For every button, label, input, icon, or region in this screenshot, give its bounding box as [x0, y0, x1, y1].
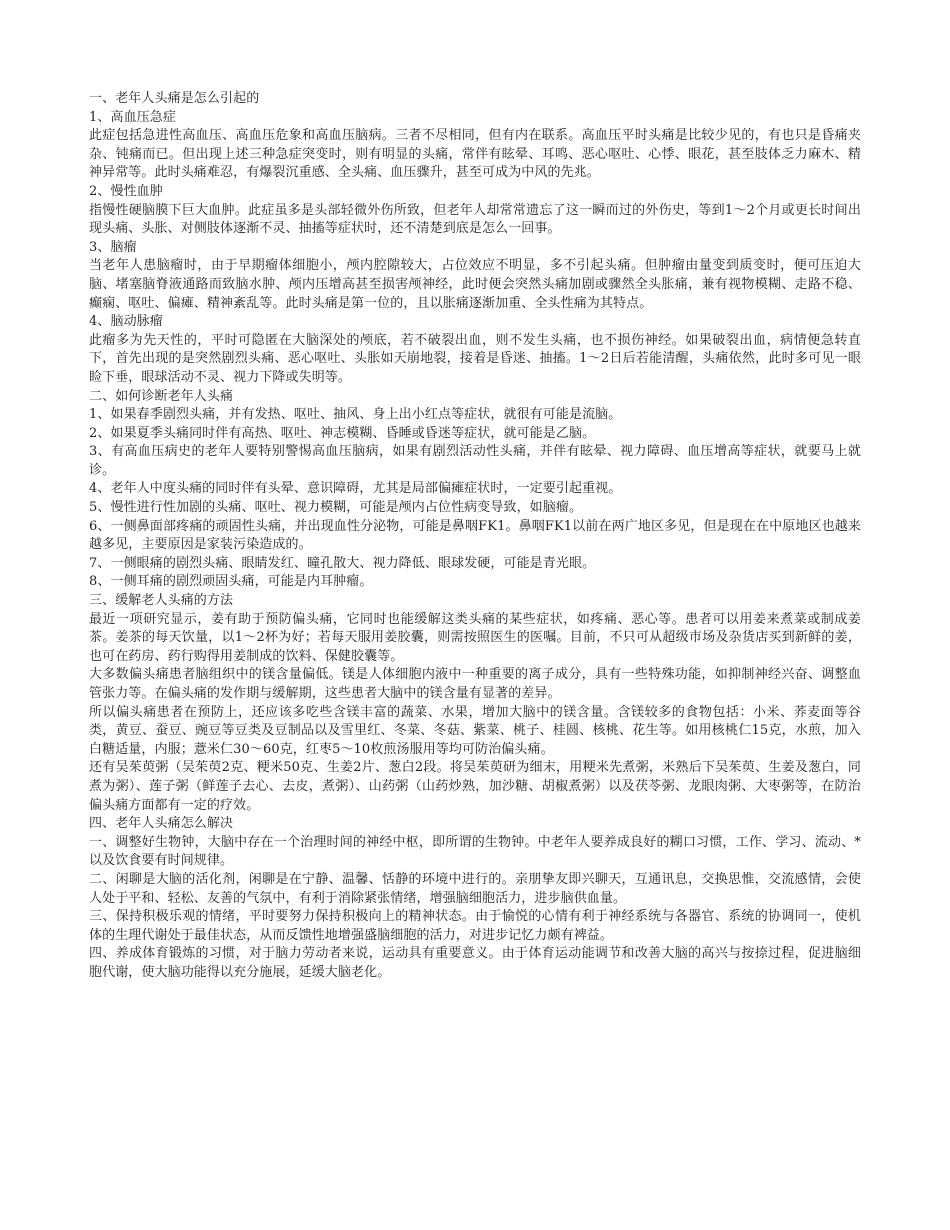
list-item: 2、如果夏季头痛同时伴有高热、呕吐、神志模糊、昏睡或昏迷等症状，就可能是乙脑。 — [89, 425, 596, 441]
paragraph: 最近一项研究显示，姜有助于预防偏头痛，它同时也能缓解这类头痛的某些症状，如疼痛、恶心等。患者可以用姜来煮菜或制成姜茶。姜茶的每天饮量，以1～2杯为好；若每天服用姜胶囊，则需按照医生的医嘱。目前，不只可从超级市场及杂货店买到新鲜的姜，也可在药房、药行购得用姜制成的饮料、保健胶囊等。 — [89, 611, 861, 664]
section-heading: 三、缓解老人头痛的方法 — [89, 593, 234, 609]
paragraph: 当老年人患脑瘤时，由于早期瘤体细胞小，颅内腔隙较大，占位效应不明显，多不引起头痛。但肿瘤由量变到质变时，便可压迫大脑、堵塞脑脊液通路而致脑水肿、颅内压增高甚至损害颅神经，此时便会突然头痛加剧或骤然全头胀痛，兼有视物模糊、走路不稳、癫痫、呕吐、偏瘫、精神紊乱等。此时头痛是第一位的，且以胀痛逐渐加重、全头性痛为其特点。 — [89, 258, 861, 311]
list-item: 7、一侧眼痛的剧烈头痛、眼睛发红、瞳孔散大、视力降低、眼球发硬，可能是青光眼。 — [89, 555, 596, 571]
paragraph: 二、闲聊是大脑的活化剂，闲聊是在宁静、温馨、恬静的环境中进行的。亲朋挚友即兴聊天，互通讯息，交换思惟，交流感情，会使人处于平和、轻松、友善的气氛中，有利于消除紧张情绪，增强脑细胞活力，进步脑供血量。 — [89, 871, 861, 906]
paragraph: 指慢性硬脑膜下巨大血肿。此症虽多是头部轻微外伤所致，但老年人却常常遗忘了这一瞬而过的外伤史，等到1～2个月或更长时间出现头痛、头胀、对侧肢体逐渐不灵、抽搐等症状时，还不清楚到底是怎么一回事。 — [89, 202, 861, 237]
paragraph: 四、养成体育锻炼的习惯，对于脑力劳动者来说，运动具有重要意义。由于体育运动能调节和改善大脑的高兴与按捺过程，促进脑细胞代谢，使大脑功能得以充分施展，延缓大脑老化。 — [89, 946, 861, 980]
list-item: 6、一侧鼻面部疼痛的顽固性头痛，并出现血性分泌物，可能是鼻咽FK1。鼻咽FK1以前在两广地区多见，但是现在在中原地区也越来越多见，主要原因是家装污染造成的。 — [89, 518, 861, 553]
subsection-heading: 2、慢性血肿 — [89, 183, 163, 199]
paragraph: 此瘤多为先天性的，平时可隐匿在大脑深处的颅底，若不破裂出血，则不发生头痛，也不损伤神经。如果破裂出血，病情便急转直下，首先出现的是突然剧烈头痛、恶心呕吐、头胀如天崩地裂，接着是昏迷、抽搐。1～2日后若能清醒，头痛依然，此时多可见一眼睑下垂，眼球活动不灵、视力下降或失明等。 — [89, 332, 861, 385]
subsection-heading: 3、脑瘤 — [89, 239, 137, 255]
paragraph: 一、调整好生物钟，大脑中存在一个治理时间的神经中枢，即所谓的生物钟。中老年人要养成良好的糊口习惯，工作、学习、流动、*以及饮食要有时间规律。 — [89, 834, 861, 869]
subsection-heading: 1、高血压急症 — [89, 109, 176, 125]
document-page — [89, 90, 861, 983]
section-heading: 二、如何诊断老年人头痛 — [89, 388, 234, 404]
paragraph: 大多数偏头痛患者脑组织中的镁含量偏低。镁是人体细胞内液中一种重要的离子成分，具有一些特殊功能，如抑制神经兴奋、调整血管张力等。在偏头痛的发作期与缓解期，这些患者大脑中的镁含量有显著的差异。 — [89, 667, 861, 701]
paragraph: 还有吴茱萸粥（吴茱萸2克、粳米50克、生姜2片、葱白2段。将吴茱萸研为细末，用粳米先煮粥，米熟后下吴茱萸、生姜及葱白，同煮为粥）、莲子粥（鲜莲子去心、去皮，煮粥）、山药粥（山药炒熟，加沙糖、胡椒煮粥）以及茯苓粥、龙眼肉粥、大枣粥等，在防治偏头痛方面都有一定的疗效。 — [89, 760, 861, 813]
list-item: 5、慢性进行性加剧的头痛、呕吐、视力模糊，可能是颅内占位性病变导致，如脑瘤。 — [89, 500, 583, 516]
section-heading: 四、老年人头痛怎么解决 — [89, 816, 234, 832]
paragraph: 此症包括急进性高血压、高血压危象和高血压脑病。三者不尽相同，但有内在联系。高血压平时头痛是比较少见的，有也只是昏痛夹杂、钝痛而已。但出现上述三种急症突变时，则有明显的头痛，常伴有眩晕、耳鸣、恶心呕吐、心悸、眼花，甚至肢体乏力麻木、精神异常等。此时头痛难忍，有爆裂沉重感、全头痛、血压骤升，甚至可成为中风的先兆。 — [89, 128, 861, 181]
paragraph: 所以偏头痛患者在预防上，还应该多吃些含镁丰富的蔬菜、水果，增加大脑中的镁含量。含镁较多的食物包括：小米、荞麦面等谷类，黄豆、蚕豆、豌豆等豆类及豆制品以及雪里红、冬菜、冬菇、紫菜、桃子、桂圆、核桃、花生等。如用核桃仁15克，水煎，加入白糖适量，内服；薏米仁30～60克，红枣5～10枚煎汤服用等均可防治偏头痛。 — [89, 704, 861, 757]
section-heading: 一、老年人头痛是怎么引起的 — [89, 91, 260, 106]
subsection-heading: 4、脑动脉瘤 — [89, 314, 163, 330]
paragraph: 三、保持积极乐观的情绪，平时要努力保持积极向上的精神状态。由于愉悦的心情有利于神经系统与各器官、系统的协调同一，使机体的生理代谢处于最佳状态，从而反馈性地增强盛脑细胞的活力，对进步记忆力颇有裨益。 — [89, 909, 861, 943]
list-item: 3、有高血压病史的老年人要特别警惕高血压脑病，如果有剧烈活动性头痛，并伴有眩晕、视力障碍、血压增高等症状，就要马上就诊。 — [89, 444, 861, 478]
list-item: 4、老年人中度头痛的同时伴有头晕、意识障碍，尤其是局部偏瘫症状时，一定要引起重视。 — [89, 481, 622, 497]
list-item: 8、一侧耳痛的剧烈顽固头痛，可能是内耳肿瘤。 — [89, 574, 373, 590]
list-item: 1、如果春季剧烈头痛，并有发热、呕吐、抽风、身上出小红点等症状，就很有可能是流脑。 — [89, 407, 622, 423]
